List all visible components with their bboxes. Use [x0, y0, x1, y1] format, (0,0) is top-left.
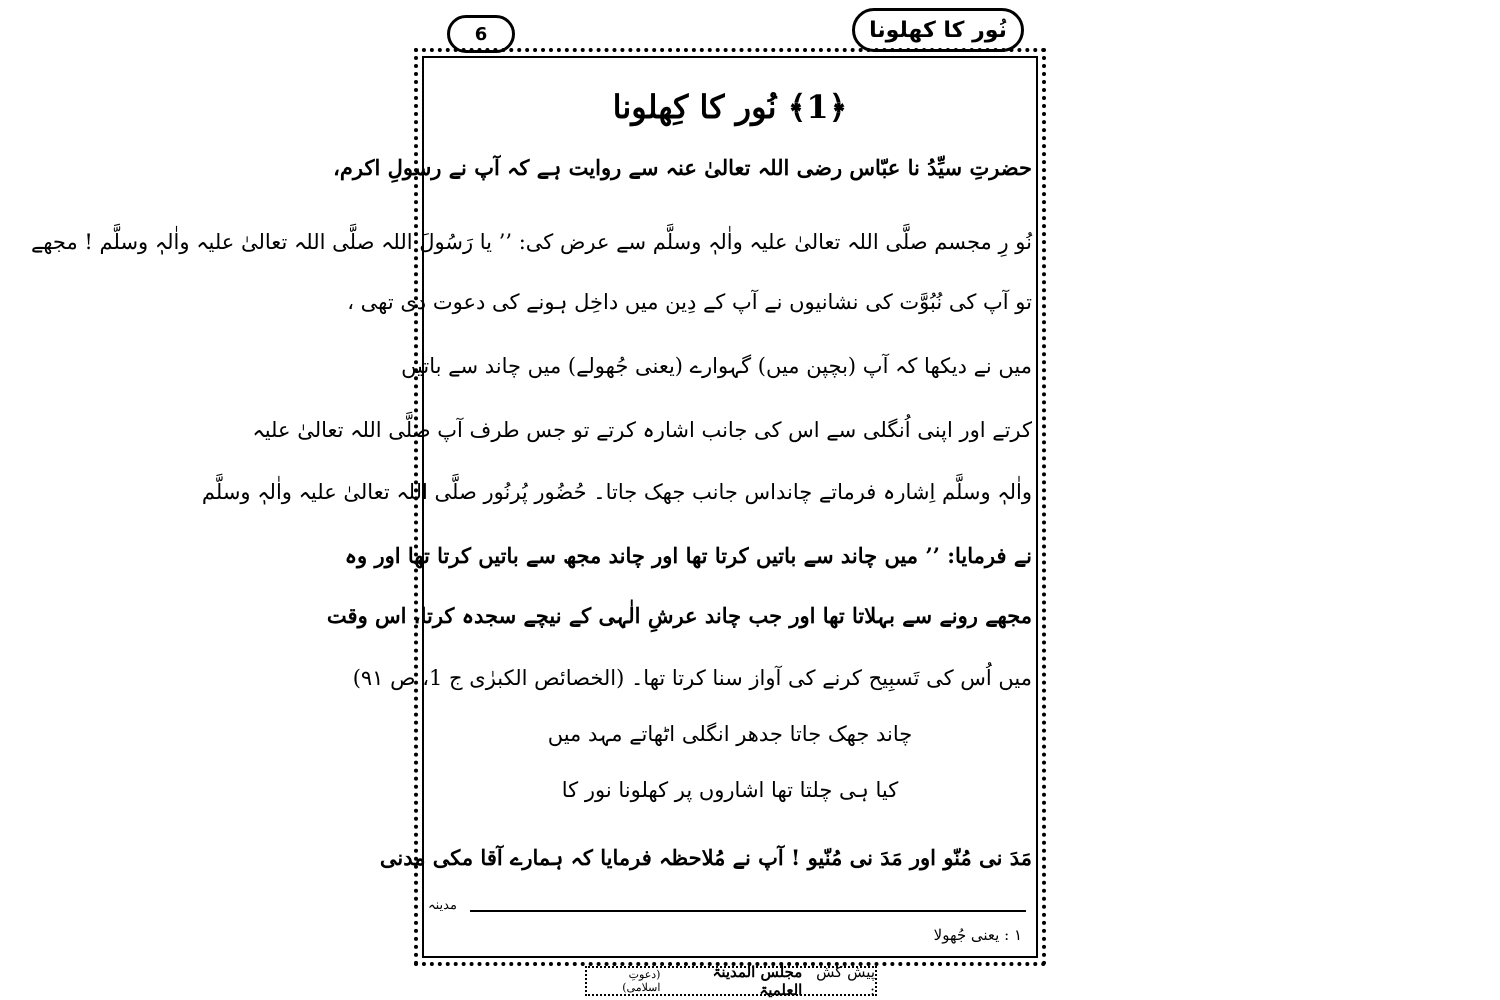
- body-line: میں نے دیکھا کہ آپ (بچپن میں) گہوارے (یعنی جُھولے) میں چاند سے باتیں: [401, 354, 1032, 378]
- body-line: نُو رِ مجسم صلَّی اللہ تعالیٰ علیہ واٰلہٖ وسلَّم سے عرض کی: ’’ یا رَسُولَ اللہ صلَّی اللہ تعالیٰ علیہ واٰلہٖ وسلَّم ! مجھے: [30, 230, 1032, 254]
- page-number: 6: [447, 15, 515, 53]
- running-title: نُور کا کھلونا: [852, 8, 1024, 52]
- publisher-name: مجلس المدینۃ العلمیۃ: [712, 963, 803, 999]
- body-line: مجھے رونے سے بہلاتا تھا اور جب چاند عرشِ الٰہی کے نیچے سجدہ کرتا، اس وقت: [326, 603, 1032, 628]
- body-line: میں اُس کی تَسبِیح کرنے کی آواز سنا کرتا تھا۔ (الخصائص الکبرٰی ج 1، ص ۹۱): [352, 666, 1032, 690]
- body-line: حضرتِ سیِّدُ نا عبّاس رضی اللہ تعالیٰ عنہ سے روایت ہے کہ آپ نے رسولِ اکرم،: [333, 155, 1032, 180]
- chapter-title: ﴿1﴾ نُور کا کِھلونا: [612, 88, 848, 126]
- continuation-word: مدینہ: [428, 898, 457, 913]
- publisher-prefix: پیش کش :: [816, 963, 875, 999]
- poem-line: چاند جھک جاتا جدھر انگلی اٹھاتے مہد میں: [547, 722, 913, 746]
- footnote: ۱ : یعنی جُھولا: [933, 926, 1022, 944]
- closing-line: مَدَ نی مُنّو اور مَدَ نی مُنّیو ! آپ نے مُلاحظہ فرمایا کہ ہمارے آقا مکی مدنی: [379, 845, 1032, 870]
- publisher-box: [585, 963, 877, 999]
- poem-line: کیا ہی چلتا تھا اشاروں پر کھلونا نور کا: [561, 778, 899, 802]
- body-line: نے فرمایا: ’’ میں چاند سے باتیں کرتا تھا اور چاند مجھ سے باتیں کرتا تھا اور وہ: [344, 543, 1032, 568]
- publisher-suffix: (دعوتِ اسلامی): [622, 968, 661, 994]
- body-line: واٰلہٖ وسلَّم اِشارہ فرماتے چانداس جانب جھک جاتا۔ حُضُور پُرنُور صلَّی اللہ تعالیٰ علیہ واٰلہٖ وسلَّم: [201, 480, 1032, 504]
- body-line: تو آپ کی نُبُوَّت کی نشانیوں نے آپ کے دِین میں داخِل ہونے کی دعوت دی تھی ،: [347, 290, 1032, 314]
- body-line: کرتے اور اپنی اُنگلی سے اس کی جانب اشارہ کرتے تو جس طرف آپ صلَّی اللہ تعالیٰ علیہ: [252, 418, 1032, 442]
- footnote-divider: [470, 910, 1026, 912]
